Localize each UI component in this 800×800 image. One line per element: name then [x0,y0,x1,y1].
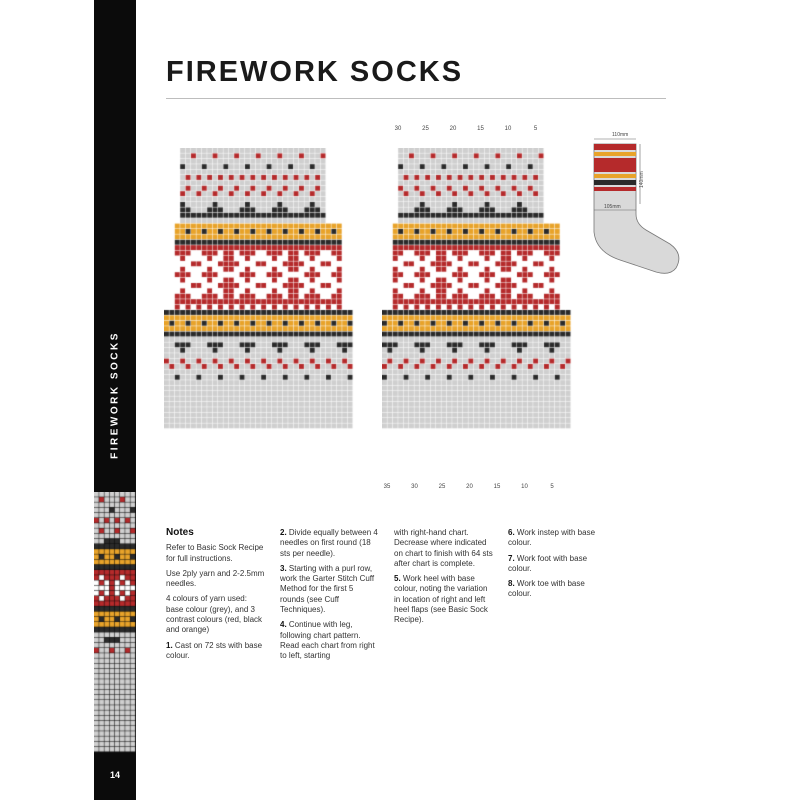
note-text: Continue with leg, following chart pattern. Read each chart from right to left, starting [280,620,375,661]
note-paragraph [508,579,608,600]
step-number: 2. [280,528,289,537]
stitch-scale-top [382,126,582,136]
stitch-scale-bottom [382,484,582,494]
step-number: 3. [280,563,289,573]
title-divider [166,98,666,99]
notes-column-4 [508,528,608,605]
scale-tick-label: 35 [383,484,391,490]
notes-heading: Notes [166,527,194,538]
scale-tick-label: 30 [394,126,402,132]
step-number: 8. [508,579,517,589]
scale-tick-label: 5 [550,484,554,490]
scale-tick-label: 30 [411,484,418,490]
notes-column-3 [394,528,494,631]
sock-leg-height-label: 140mm [639,171,645,188]
scale-tick-label: 20 [466,484,473,490]
sock-foot-width-label: 105mm [604,204,621,210]
note-paragraph [280,620,380,661]
page-number: 14 [109,770,120,780]
note-text: Cast on 72 sts with base colour. [166,640,263,660]
note-text: 4 colours of yarn used: base colour (grey), and 3 contrast colours (red, black and orange) [166,594,263,635]
scale-tick-label: 10 [521,484,528,490]
note-text: Starting with a purl row, work the Garter Stitch Cuff Method for the first 5 rounds (see Cuff Techniques). [280,563,375,615]
note-paragraph [166,569,266,590]
note-text: with right-hand chart. Decrease where indicated on chart to finish with 64 sts after chart is complete. [394,528,493,568]
scale-tick-label: 5 [533,126,538,132]
note-paragraph [508,528,608,549]
note-paragraph [280,564,380,615]
step-number: 7. [508,553,517,563]
step-number: 5. [394,574,403,584]
scale-tick-label: 15 [477,126,484,132]
note-paragraph [280,528,380,559]
left-hand-chart [164,148,358,464]
note-text: Work toe with base colour. [508,579,585,599]
step-number: 4. [280,620,289,630]
notes-column-1 [166,528,266,666]
note-text: Use 2ply yarn and 2-2.5mm needles. [166,568,265,589]
note-text: Divide equally between 4 needles on first round (18 sts per needle). [280,528,378,558]
notes-column-2 [280,528,380,667]
note-text: Work heel with base colour, noting the variation in location of right and left heel flaps (see Basic Sock Recipe). [394,574,488,625]
scale-tick-label: 20 [449,126,457,132]
sock-size-diagram [588,128,688,278]
sidebar-pattern-strip [94,492,136,756]
note-text: Work instep with base colour. [508,528,596,548]
note-paragraph [394,574,494,625]
sock-top-width-label: 110mm [612,132,629,138]
right-hand-chart [382,148,576,464]
note-paragraph [394,528,494,569]
scale-tick-label: 25 [422,126,429,132]
note-paragraph [508,554,608,575]
step-number: 6. [508,528,517,537]
page-title: FIREWORK SOCKS [166,56,464,88]
note-paragraph [166,641,266,662]
sidebar-title: FIREWORK SOCKS [109,331,121,459]
note-text: Work foot with base colour. [508,553,588,573]
note-paragraph [166,594,266,635]
scale-tick-label: 15 [493,484,501,490]
note-text: Refer to Basic Sock Recipe for full instructions. [166,543,264,563]
note-paragraph [166,543,266,564]
step-number: 1. [166,640,175,650]
scale-tick-label: 10 [504,126,512,132]
scale-tick-label: 25 [438,484,446,490]
